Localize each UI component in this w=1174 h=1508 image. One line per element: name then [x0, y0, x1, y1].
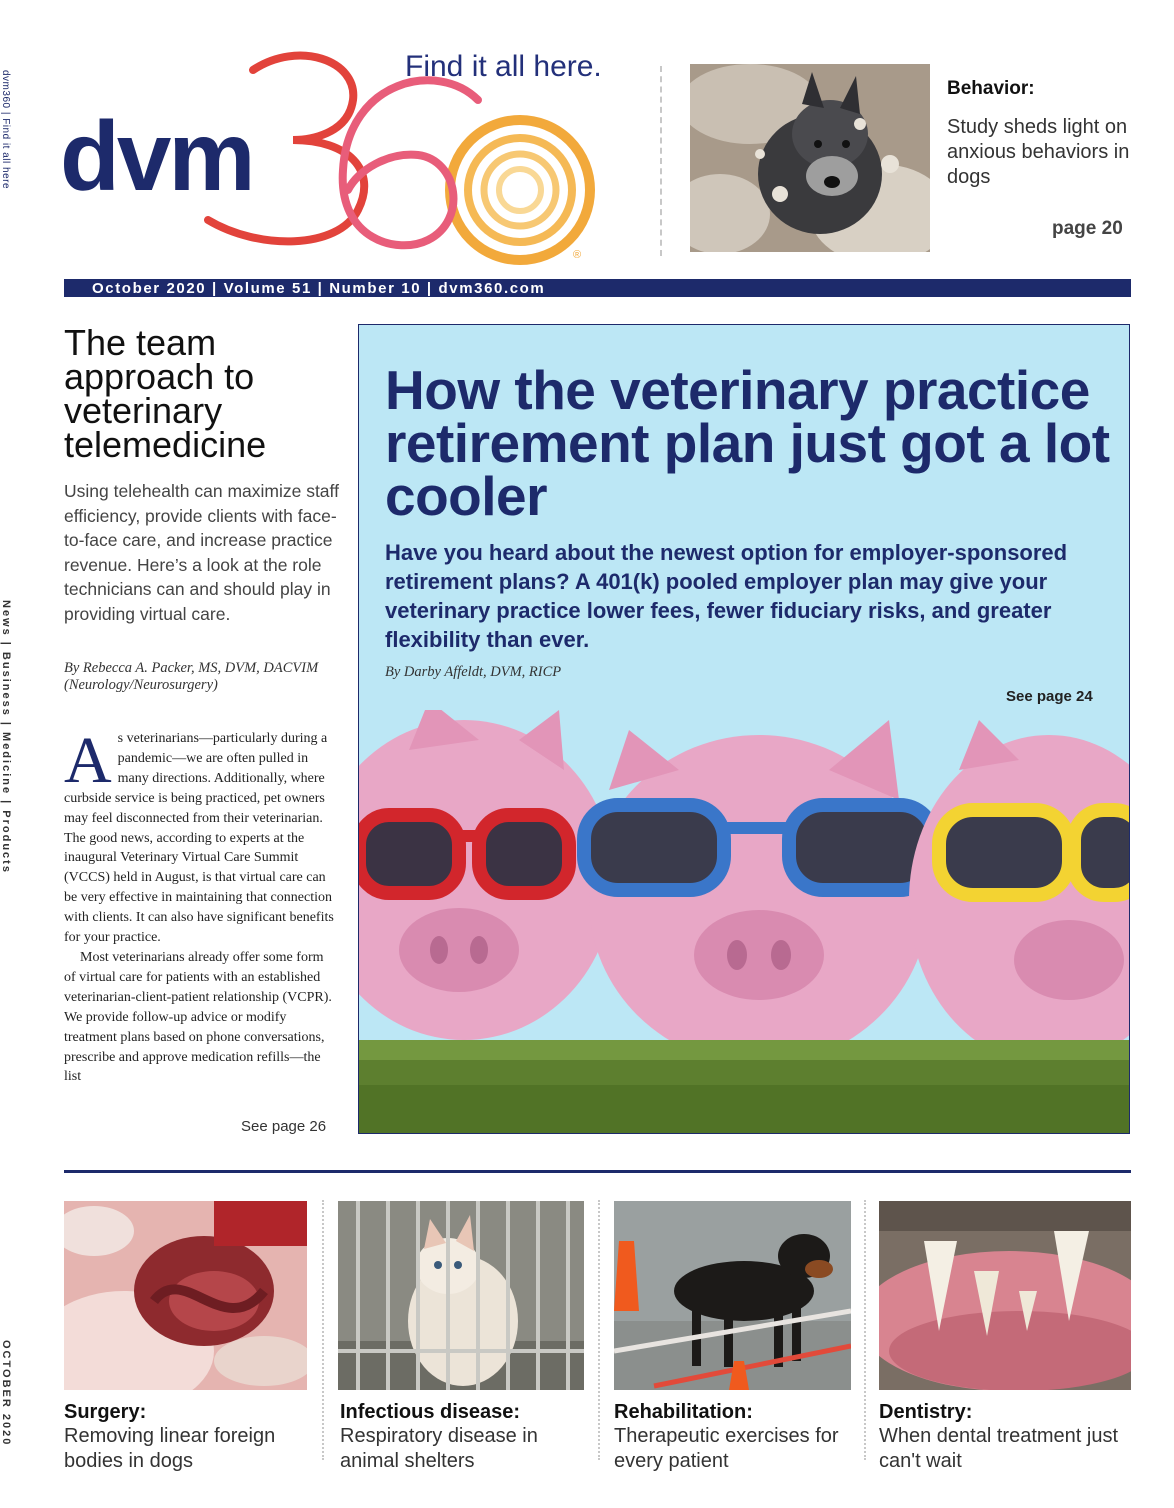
- logo-registered: ®: [573, 249, 582, 261]
- left-story-see-page-link[interactable]: See page 26: [241, 1118, 327, 1135]
- bottom-separator: [322, 1200, 324, 1460]
- drop-cap: A: [64, 724, 112, 797]
- issue-banner-text: October 2020 | Volume 51 | Number 10 | dvm360.com: [92, 280, 546, 297]
- piggy-bank-middle-icon: [584, 720, 934, 1065]
- bottom-teaser-text[interactable]: Removing linear foreign bodies in dogs: [64, 1425, 276, 1472]
- top-teaser-category: Behavior:: [947, 78, 1035, 99]
- bottom-separator: [864, 1200, 866, 1460]
- bottom-teaser-text[interactable]: Therapeutic exercises for every patient: [614, 1425, 839, 1472]
- dog-photo[interactable]: [690, 64, 930, 252]
- left-story-para-1: s veterinarians—particularly during a pandemic—we are often pulled in many directions. Additionally, where curbside service is being practiced, pet owners may feel disconnected from their veterinarian. The good news, according to experts at the inaugural Veterinary Virtual Care Summit (VCCS) held in August, is that virtual care can be very effective in maintaining that connection with clients. It can also have significant benefits for your practice.: [64, 731, 334, 946]
- bottom-teaser-category: Rehabilitation:: [614, 1401, 753, 1423]
- top-teaser-page-link[interactable]: page 20: [1052, 218, 1123, 239]
- tagline: Find it all here.: [405, 50, 602, 83]
- bottom-teaser-category: Infectious disease:: [340, 1401, 521, 1423]
- left-story-headline[interactable]: The team approach to veterinary telemedicine: [64, 322, 267, 465]
- rottweiler-photo[interactable]: [614, 1201, 851, 1390]
- bottom-teaser-category: Surgery:: [64, 1401, 147, 1423]
- cat-shelter-photo[interactable]: [338, 1201, 584, 1390]
- bottom-teaser-category: Dentistry:: [879, 1401, 973, 1423]
- feature-byline: By Darby Affeldt, DVM, RICP: [385, 664, 562, 680]
- spine-top: [0, 70, 14, 200]
- section-divider: [64, 1170, 1131, 1173]
- spine-sections-text: News | Business | Medicine | Products: [0, 600, 12, 874]
- logo-rings-icon: [450, 120, 590, 260]
- left-story-body: [64, 724, 336, 1087]
- top-teaser-text[interactable]: Study sheds light on anxious behaviors in dogs: [947, 116, 1130, 188]
- piggy-banks-image: [359, 710, 1129, 1133]
- svg-text:dvm: dvm: [60, 101, 253, 211]
- left-story-dek: Using telehealth can maximize staff efficiency, provide clients with face-to-face care, and increase practice revenue. Here’s a look at the role technicians can and should play in providing virtual care.: [64, 481, 339, 624]
- spine-date-text: OCTOBER 2020: [0, 1340, 12, 1447]
- left-story-byline: By Rebecca A. Packer, MS, DVM, DACVIM (Neurology/Neurosurgery): [64, 660, 319, 693]
- masthead-divider: [660, 66, 662, 256]
- bottom-separator: [598, 1200, 600, 1460]
- bottom-teaser-text[interactable]: When dental treatment just can't wait: [879, 1425, 1119, 1472]
- feature-see-page-link[interactable]: See page 24: [1006, 688, 1093, 705]
- left-story-para-2: Most veterinarians already offer some form of virtual care for patients with an established veterinarian-client-patient relationship (VCPR). We provide follow-up advice or modify treatment plans based on phone conversations, prescribe and approve medication refills—the list: [64, 949, 332, 1085]
- spine-top-text: dvm360 | Find it all here: [0, 70, 11, 190]
- bottom-teaser-text[interactable]: Respiratory disease in animal shelters: [340, 1425, 538, 1472]
- feature-dek: Have you heard about the newest option for employer-sponsored retirement plans? A 401(k) pooled employer plan may give your veterinary practice lower fees, fewer fiduciary risks, and greater flexibility than ever.: [385, 540, 1068, 652]
- spine-date: [0, 1340, 14, 1470]
- dog-teeth-photo[interactable]: [879, 1201, 1131, 1390]
- feature-headline[interactable]: How the veterinary practice retirement plan just got a lot cooler: [385, 359, 1110, 527]
- surgery-photo[interactable]: [64, 1201, 307, 1390]
- spine-sections: [0, 600, 14, 940]
